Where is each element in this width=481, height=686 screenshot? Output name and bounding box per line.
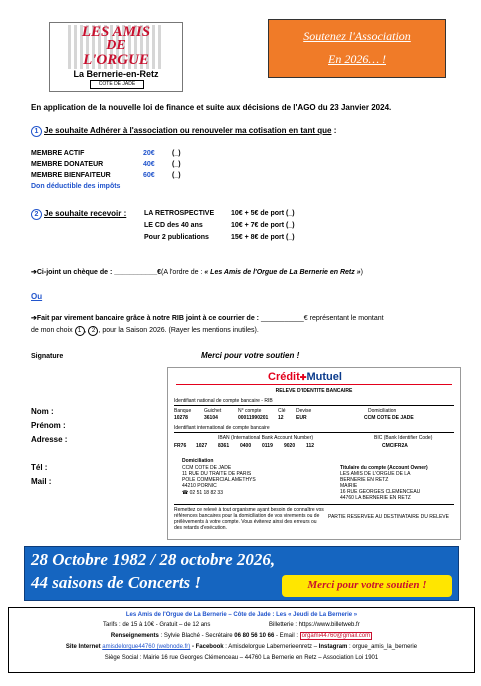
section1-number: 1 [31, 126, 42, 137]
publication-row-3 [144, 233, 344, 242]
anniversary-line1: 28 Octobre 1982 / 28 octobre 2026, [31, 550, 276, 569]
support-banner-line1: Soutenez l'Association [303, 29, 411, 43]
bank-logo [268, 371, 342, 384]
domiciliation-line: POLE COMMERCIAL AMETHYS [182, 477, 256, 483]
footer-fb: : Amisdelorgue Labernerieenretz – [223, 644, 319, 650]
field-nom[interactable]: Nom : [31, 407, 54, 416]
rib-val-bank: 10278 [174, 415, 188, 421]
ou-separator: Ou [31, 292, 43, 301]
iban-part: 0119 [262, 443, 273, 449]
footer-site-label: Site Internet [65, 644, 103, 650]
rib-intl-label: Identifiant international de compte bancaire [174, 425, 270, 431]
rib-reserve: PARTIE RESERVEE AU DESTINATAIRE DU RELEVE [328, 514, 449, 520]
publication-price[interactable]: 10€ + 7€ de port (_) [231, 222, 295, 229]
logo-line3: L'ORGUE [83, 52, 149, 68]
cheque-order-to: (A l'ordre de : [160, 269, 205, 276]
anniversary-line2: 44 saisons de Concerts ! [31, 573, 202, 592]
arrow-icon: ➔ [31, 269, 37, 276]
footer-box [8, 607, 475, 673]
rib-divider-2 [174, 432, 454, 433]
support-banner-line2: En 2026… ! [328, 52, 386, 66]
phone-icon: ☎ [182, 490, 190, 496]
section1-title [31, 126, 451, 137]
holder-title: Titulaire du compte (Account Owner) [340, 465, 428, 471]
footer-site-link[interactable]: amisdelorgue44760 (webnode.fr) [102, 644, 191, 650]
rib-val-key: 12 [278, 415, 284, 421]
holder-line: LES AMIS DE L'ORGUE DE LA [340, 471, 411, 477]
support-banner [268, 19, 446, 78]
member-label: MEMBRE BIENFAITEUR [31, 172, 111, 179]
rib-divider-1 [174, 405, 454, 406]
member-label: MEMBRE ACTIF [31, 150, 85, 157]
cheque-payee: « Les Amis de l'Orgue de La Bernerie en Retz » [204, 269, 361, 276]
iban-part: 0400 [240, 443, 252, 449]
footer-contact-label: Renseignements [110, 633, 159, 639]
rib-divider-3 [174, 504, 454, 505]
iban-part: 1027 [196, 443, 208, 449]
transfer-choice-prefix: de mon choix [31, 327, 75, 334]
footer-siege: Siège Social : Mairie 16 rue Georges Clémenceau – 44760 La Bernerie en Retz – Association Loi 1901 [104, 655, 379, 661]
bank-underline [176, 384, 452, 385]
member-price: 40€ [143, 161, 155, 168]
footer-title: Les Amis de l'Orgue de La Bernerie – Côte de Jade : Les « Jeudi de La Bernerie » [125, 612, 358, 618]
footer-mail[interactable]: orgami44760@gmail.com [301, 633, 371, 639]
rib-val-currency: EUR [296, 415, 307, 421]
member-row-1 [31, 149, 191, 158]
publication-label: LE CD des 40 ans [144, 222, 203, 229]
publication-price[interactable]: 10€ + 5€ de port (_) [231, 210, 295, 217]
logo-line5: CÔTE DE JADE [90, 80, 144, 89]
section2-number: 2 [31, 209, 42, 220]
holder-line: MAIRIE [340, 483, 358, 489]
member-checkbox[interactable]: (_) [172, 150, 181, 157]
footer-billetterie[interactable]: Billetterie : https://www.billetweb.fr [269, 622, 360, 628]
rib-val-account: 00011990201 [238, 415, 269, 421]
domiciliation-line: 11 RUE DU TRAITE DE PARIS [182, 471, 252, 477]
footer-contact [9, 632, 474, 640]
rib-note: Remettez ce relevé à tout organisme ayant besoin de connaître vos références bancaires pour la domiciliation de vos virements ou de prélèvements à votre compte. Vous éviterez ainsi des erreurs ou des retards d'exécution. [174, 507, 324, 531]
bank-name-1: Crédit [268, 371, 300, 383]
thanks-badge-text: Merci pour votre soutien ! [307, 579, 427, 591]
tax-deductible-note: Don déductible des impôts [31, 183, 121, 190]
rib-col-branch: Guichet [204, 408, 222, 414]
rib-val-branch: 36104 [204, 415, 218, 421]
bank-name-2: Mutuel [306, 371, 342, 383]
footer-mail-label: - Email : [274, 633, 300, 639]
section2-title-text: Je souhaite recevoir : [44, 209, 127, 218]
member-checkbox[interactable]: (_) [172, 161, 181, 168]
domiciliation-phone [182, 490, 223, 496]
transfer-text: Fait par virement bancaire grâce à notre RIB joint à ce courrier de : [36, 315, 260, 322]
field-adresse[interactable]: Adresse : [31, 435, 68, 444]
arrow-icon: ➔ [31, 315, 37, 322]
section1-colon: : [331, 126, 337, 135]
rib-iban-label: IBAN (International Bank Account Number) [218, 435, 314, 441]
rib-val-domiciliation: CCM COTE DE JADE [364, 415, 414, 421]
rib-col-bank: Banque [174, 408, 192, 414]
field-prenom[interactable]: Prénom : [31, 421, 66, 430]
iban-part: FR76 [174, 443, 187, 449]
cheque-amount[interactable]: Ci-joint un chèque de : ___________€ [36, 269, 161, 276]
domiciliation-line: 44210 PORNIC [182, 483, 217, 489]
rib-title: RELEVE D'IDENTITE BANCAIRE [275, 388, 353, 394]
anniversary-banner [24, 546, 459, 601]
transfer-amount[interactable]: ___________€ représentant le montant [259, 315, 384, 322]
field-tel[interactable]: Tél : [31, 463, 48, 472]
logo-line2: DE [106, 38, 126, 53]
bank-logo-icon: ✚ [299, 373, 307, 382]
member-row-2 [31, 160, 191, 169]
thanks-badge [282, 575, 452, 597]
member-price: 20€ [143, 150, 155, 157]
holder-line: 16 RUE GEORGES CLEMENCEAU [340, 489, 421, 495]
rib-col-key: Clé [278, 408, 286, 414]
rib-col-account: N° compte [238, 408, 262, 414]
field-mail[interactable]: Mail : [31, 477, 52, 486]
rib-id-label: Identifiant national de compte bancaire - RIB [174, 398, 273, 404]
choice-1-icon: 1 [75, 326, 85, 336]
thanks-message: Merci pour votre soutien ! [201, 351, 300, 360]
domiciliation-title: Domiciliation [182, 458, 214, 464]
transfer-line-1 [31, 314, 471, 323]
transfer-choice-suffix: , pour la Saison 2026. (Rayer les mentions inutiles). [98, 327, 259, 334]
cheque-end: ) [360, 269, 363, 276]
cheque-line [31, 268, 471, 277]
publication-label: LA RETROSPECTIVE [144, 210, 215, 217]
publication-price[interactable]: 15€ + 8€ de port (_) [231, 234, 295, 241]
footer-social [9, 643, 474, 651]
section1-title-text: Je souhaite Adhérer à l'association ou renouveler ma cotisation en tant que [44, 126, 332, 135]
publication-row-1 [144, 209, 344, 218]
member-row-3 [31, 171, 191, 180]
section2-title [31, 209, 151, 220]
iban-part: 112 [306, 443, 315, 449]
domiciliation-line: CCM COTE DE JADE [182, 465, 232, 471]
member-checkbox[interactable]: (_) [172, 172, 181, 179]
publication-row-2 [144, 221, 344, 230]
footer-insta-label: Instagram [318, 644, 348, 650]
logo-line4: La Bernerie-en-Retz [50, 69, 182, 80]
choice-2-icon: 2 [88, 326, 98, 336]
signature-label: Signature [31, 353, 64, 360]
rib-bic-label: BIC (Bank Identifier Code) [374, 435, 433, 441]
footer-contact-text: : Sylvie Blaché - Secrétaire [158, 633, 235, 639]
footer-fb-label: - Facebook [190, 644, 224, 650]
publication-label: Pour 2 publications [144, 234, 209, 241]
iban-part: 8361 [218, 443, 230, 449]
footer-phone: 06 80 56 10 66 [234, 633, 275, 639]
rib-col-domiciliation: Domiciliation [368, 408, 397, 414]
member-label: MEMBRE DONATEUR [31, 161, 104, 168]
domiciliation-phone-text: 02 51 18 82 33 [189, 490, 223, 496]
transfer-line-2: de mon choix 1 , 2 , pour la Saison 2026. (Rayer les mentions inutiles). [31, 327, 259, 334]
rib-card [167, 367, 461, 540]
footer-tarifs: Tarifs : de 15 à 10€ - Gratuit – de 12 ans [103, 622, 211, 628]
iban-part: 9020 [284, 443, 296, 449]
holder-line: 44760 LA BERNERIE EN RETZ [340, 495, 411, 501]
holder-line: BERNERIE EN RETZ [340, 477, 389, 483]
intro-text: En application de la nouvelle loi de finance et suite aux décisions de l'AGO du 23 Janvier 2024. [31, 103, 392, 112]
logo-line1: LES AMIS [81, 24, 151, 40]
member-price: 60€ [143, 172, 155, 179]
footer-insta: : orgue_amis_la_bernerie [347, 644, 418, 650]
bic-value: CMCIFR2A [382, 443, 408, 449]
rib-col-currency: Devise [296, 408, 312, 414]
logo [49, 22, 183, 92]
